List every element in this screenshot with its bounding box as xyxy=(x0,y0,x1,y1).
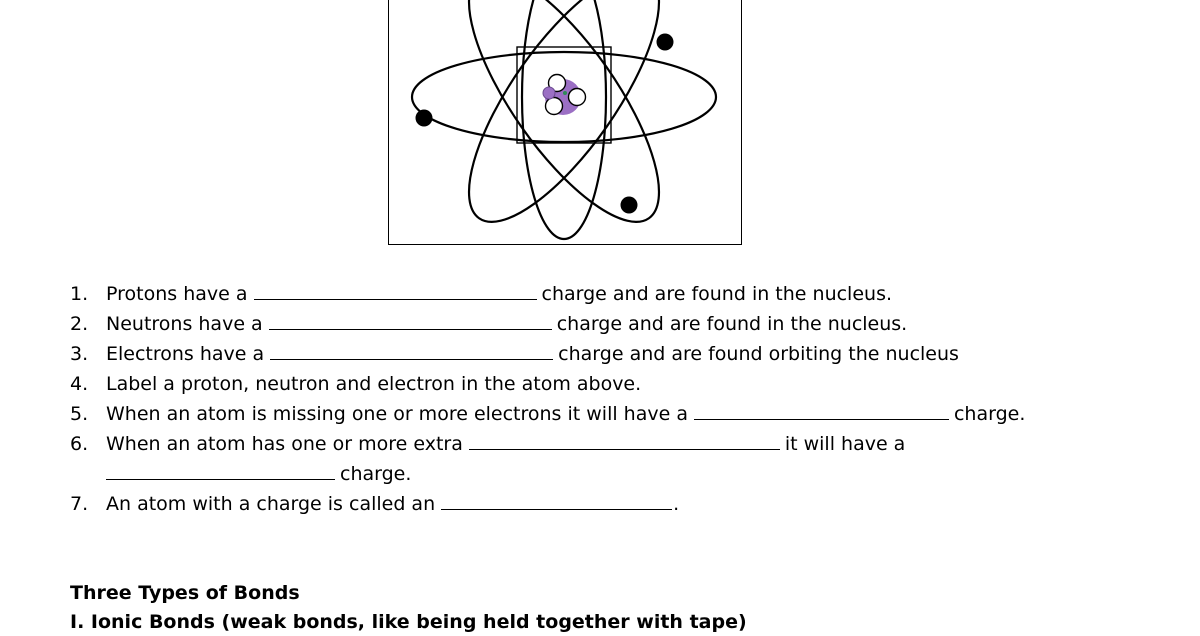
proton-particle xyxy=(569,89,586,106)
question-6 xyxy=(70,429,1170,459)
neutron-particle xyxy=(543,87,555,99)
electron-dot xyxy=(657,34,674,51)
question-1 xyxy=(70,279,1170,309)
nucleus xyxy=(543,75,586,116)
answer-blank[interactable] xyxy=(694,400,949,420)
question-text: Protons have a xyxy=(106,283,248,305)
question-text: When an atom is missing one or more electrons it will have a xyxy=(106,403,688,425)
proton-particle xyxy=(546,98,563,115)
question-number: 4. xyxy=(70,373,89,395)
answer-blank[interactable] xyxy=(254,280,537,300)
question-3 xyxy=(70,339,1170,369)
electron-dot xyxy=(416,110,433,127)
question-text: charge and are found in the nucleus. xyxy=(556,313,908,335)
question-2 xyxy=(70,309,1170,339)
answer-blank[interactable] xyxy=(469,430,780,450)
section-heading: Three Types of Bonds xyxy=(70,582,300,604)
nucleus-dot xyxy=(563,91,567,95)
answer-blank[interactable] xyxy=(270,340,553,360)
question-text: Electrons have a xyxy=(106,343,265,365)
question-text: charge and are found in the nucleus. xyxy=(541,283,893,305)
question-6-continuation xyxy=(70,459,1170,489)
question-text: When an atom has one or more extra xyxy=(106,433,463,455)
question-text: An atom with a charge is called an xyxy=(106,493,436,515)
question-text: charge and are found orbiting the nucleus xyxy=(558,343,959,365)
question-number: 1. xyxy=(70,283,89,305)
question-text: charge. xyxy=(953,403,1026,425)
answer-blank[interactable] xyxy=(269,310,552,330)
question-4 xyxy=(70,369,1170,399)
question-list xyxy=(70,279,1170,519)
question-number: 2. xyxy=(70,313,89,335)
question-text: . xyxy=(673,493,680,515)
atom-diagram xyxy=(388,0,742,245)
question-text: charge. xyxy=(340,463,412,485)
question-number: 6. xyxy=(70,433,89,455)
question-text: it will have a xyxy=(784,433,906,455)
answer-blank[interactable] xyxy=(106,460,335,480)
question-text: Neutrons have a xyxy=(106,313,263,335)
question-7 xyxy=(70,489,1170,519)
answer-blank[interactable] xyxy=(441,490,672,510)
question-text: Label a proton, neutron and electron in the atom above. xyxy=(106,373,642,395)
question-number: 7. xyxy=(70,493,89,515)
question-5 xyxy=(70,399,1170,429)
atom-illustration xyxy=(389,0,743,246)
subsection-heading: I. Ionic Bonds (weak bonds, like being held together with tape) xyxy=(70,611,747,633)
electron-dot xyxy=(621,197,638,214)
question-number: 5. xyxy=(70,403,89,425)
question-number: 3. xyxy=(70,343,89,365)
